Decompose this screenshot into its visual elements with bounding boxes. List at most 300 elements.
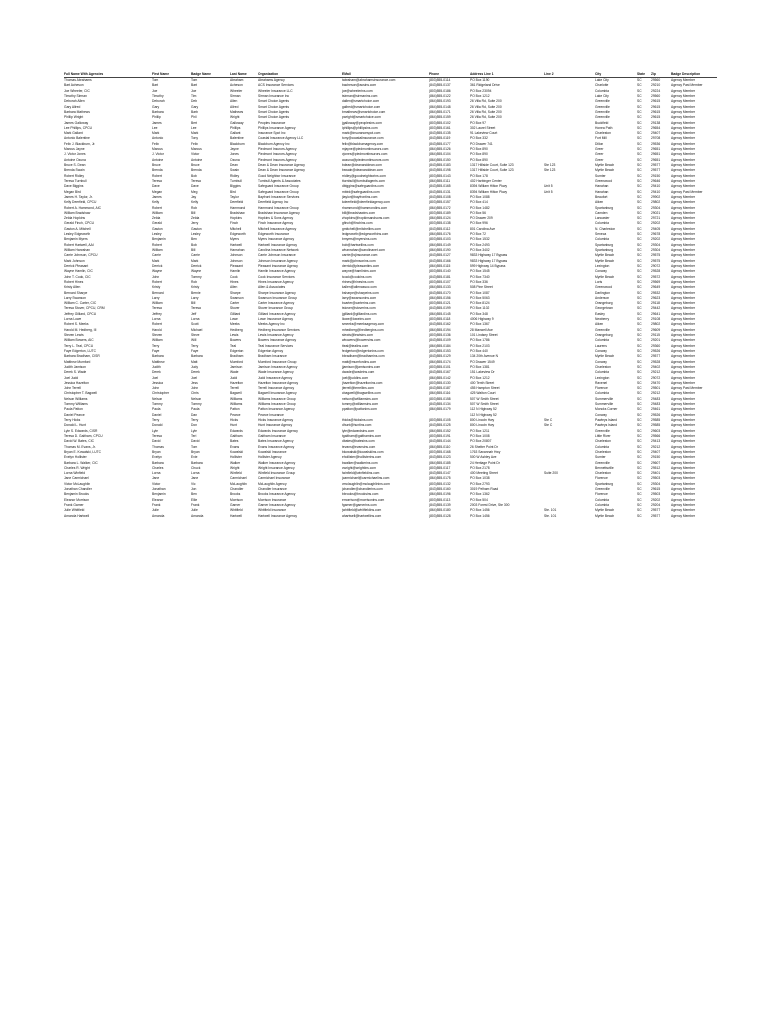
table-cell: Agency Member [671,407,696,412]
table-cell: wbowers@bowersins.com [342,338,381,343]
table-cell: Gary [152,104,160,109]
table-cell: Florence [595,476,608,481]
table-cell: Agency Member [671,449,696,454]
table-cell: tommy@williamsins.com [342,402,379,407]
table-cell: Benjamin Myers [64,237,88,242]
table-cell: (843)555-0125 [429,423,451,428]
table-cell: PO Box 504 [470,497,488,502]
table-cell: Smart Choice Agents [258,115,289,120]
table-cell: (843)555-0123 [429,455,451,460]
table-cell: Bruce [191,163,200,167]
table-cell: jchandler@chandlerins.com [342,487,383,492]
table-cell: SC [637,242,642,247]
table-cell: 29503 [651,492,661,497]
table-cell: Agency Member [671,115,696,120]
table-cell: 400 Meeting Street [470,471,498,476]
table-cell: 4006 Highway 9 [470,317,494,322]
table-cell: kallen@allenassoc.com [342,285,377,290]
table-cell: PO Box 1212 [470,375,490,380]
table-cell: SC [637,364,642,369]
table-cell: PO Box 1381 [470,364,490,369]
table-cell: Carmichael Insurance [258,476,291,481]
table-cell: bdean@deananddean.com [342,163,382,167]
table-cell: PO Box 2103 [470,343,490,348]
table-cell: Teri [191,433,197,438]
table-cell: Biggins [230,184,241,189]
table-cell: Chuck [191,465,201,470]
table-cell: Agency Member [671,311,696,316]
table-cell: SC [637,163,642,167]
table-cell: SC [637,157,642,162]
table-cell: Agency Member [671,460,696,465]
table-cell: Lorna [191,317,200,322]
table-cell: SC [637,423,642,428]
table-cell: Sharpe [230,290,241,295]
table-cell: 29118 [651,301,660,306]
table-cell: (864)555-0190 [429,248,451,252]
table-cell: Lorna Lowe [64,317,82,322]
table-cell: Eleanor [152,497,164,502]
table-cell: rridley@goodneighborins.com [342,173,386,178]
table-cell: SC [637,317,642,322]
table-cell: Jonathan [152,487,166,492]
table-cell: SC [637,476,642,481]
table-cell: Agency Member [671,120,696,125]
table-cell: 29560 [651,78,661,82]
table-cell: Hedberg Insurance Services [258,327,300,332]
table-cell: Stover [230,306,240,311]
table-cell: 29615 [651,115,661,120]
table-cell: Bart [152,83,159,88]
column-header: Line 2 [544,71,595,78]
table-cell: 500 W Ashley Ave [470,455,497,460]
table-cell: Aiken [595,200,604,205]
table-cell: Lee Phillips, CPCU [64,125,93,130]
table-cell: Barbara Mathews [64,109,90,114]
table-cell: 26 Villa Rd, Suite 200 [470,109,502,114]
table-cell: gallred@smartchoice.com [342,104,381,109]
table-cell: Bradham [230,354,244,359]
table-cell: 29501 [651,386,661,391]
table-cell: Agency Member [671,391,696,396]
table-cell: Kowalski Insurance [258,449,287,454]
table-cell: 29407 [651,131,661,136]
table-cell: Bart Acheson [64,83,84,88]
table-cell: Aiken [595,322,604,327]
table-cell: Taylor [230,194,239,199]
table-cell: (803)555-0103 [429,237,451,242]
table-cell: smeeks@meeksagency.com [342,322,384,327]
table-cell: Charles R. Wright [64,465,90,470]
table-cell: 361 Ridgeland Drive [470,83,500,88]
table-cell: (803)555-0143 [429,173,451,178]
table-cell: Lorna [152,471,161,476]
table-cell: SC [637,83,642,88]
table-cell: Williams [230,396,243,401]
table-cell: 29304 [651,248,661,252]
table-cell: Julie [152,508,159,513]
table-cell: mark@insurancespot.com [342,131,381,136]
table-cell: mbird@safeguardins.com [342,189,380,194]
table-cell: Benjamin [152,237,166,242]
table-cell: Agency Member [671,125,696,130]
table-cell: (803)555-0105 [429,418,451,422]
table-cell: PO Box 1212 [470,93,490,98]
table-cell: William Bradshaw [64,210,91,215]
table-cell: 29575 [651,253,661,258]
table-cell: Steven Lewis [64,333,84,337]
table-cell: Steven [152,333,163,337]
table-cell: 28 Maxwell Ave [470,327,493,332]
column-header: EMail [342,71,429,78]
table-cell: Daniel [152,412,162,417]
table-cell: Hunt Insurance Agency [258,423,293,428]
table-cell: Larry [152,295,160,300]
table-cell: Gaitham [230,433,243,438]
table-cell: (803)555-0118 [429,317,451,322]
table-cell: Tommy [191,274,202,279]
table-cell: 29021 [651,210,661,215]
table-cell: (864)555-0149 [429,242,451,247]
table-cell: Robert Ridley [64,173,84,178]
table-cell: SC [637,184,642,189]
table-cell: Frank [191,503,200,507]
table-cell: 26 Villa Rd, Suite 200 [470,99,502,104]
table-cell: Camden [595,210,608,215]
table-cell: Winfield [230,471,242,476]
table-cell: Johnson [230,258,243,263]
table-cell: Timothy Sirman [64,93,87,98]
table-cell: McLaughlin Agency [258,481,287,486]
table-cell: Jones [230,152,239,157]
table-cell: Hanahan [595,184,609,189]
table-cell: tevans@evansins.com [342,444,376,449]
table-cell: Edwards Insurance Agency [258,428,298,433]
table-cell: (864)555-0171 [429,109,451,114]
table-cell: tsirman@sirmanins.com [342,93,378,98]
table-cell: Teresa D. Gaitham, CPCU [64,433,103,438]
table-cell: Myrtle Beach [595,274,615,279]
table-cell: Derek S. Wade [64,370,87,375]
table-cell: dwade@wadeins.com [342,370,375,375]
table-cell: ahartwell@hartwellins.com [342,513,382,518]
table-cell: Nelson [191,396,202,401]
table-cell: Whitfield Insurance [258,508,287,513]
table-cell: 29577 [651,354,661,359]
table-cell: 29204 [651,503,661,507]
table-cell: Robert [152,173,162,178]
table-cell: 29407 [651,449,661,454]
table-cell: Agency Member [671,274,696,279]
table-cell: (843)555-0160 [429,487,451,492]
table-cell: Derrick Pleasant [64,263,89,268]
table-cell: Bill [191,301,196,306]
table-cell: SC [637,205,642,210]
table-cell: Harold M. Hedberg, III [64,327,97,332]
table-cell: Agency Member [671,492,696,497]
table-cell: Spartanburg [595,205,614,210]
table-cell: PO Box 1367 [470,322,490,327]
table-cell: Kristy Allen [64,285,81,290]
table-cell: SC [637,253,642,258]
table-cell: PO Box 97 [470,120,486,125]
table-cell: SC [637,237,642,242]
table-cell: 29569 [651,279,661,284]
table-cell: Barb [191,109,198,114]
column-header: State [637,71,651,78]
table-cell: Agency Member [671,513,696,518]
table-cell: (864)555-0180 [429,508,451,513]
table-cell: 29615 [651,104,661,109]
table-cell: Sharpe Insurance Agency [258,290,296,295]
table-cell: Hamlin [230,269,241,274]
table-cell: 800 Lincoln Hwy [470,423,495,428]
table-cell: Joe [191,88,197,93]
table-cell: Ste C [544,418,553,422]
table-cell: mhedberg@hedbergins.com [342,327,384,332]
member-table [64,71,717,519]
table-cell: 134 20th Avenue N [470,354,498,359]
table-cell: (864)555-0172 [429,205,451,210]
table-cell: Bradshaw [230,210,245,215]
table-cell: Tim [191,93,197,98]
table-cell: Columbia [595,237,609,242]
table-cell: PO Box 996 [470,221,488,226]
table-cell: Agency Member [671,279,696,284]
table-cell: Meeks [230,322,240,327]
table-cell: (864)555-0185 [429,460,451,465]
table-cell: Jess [191,380,198,385]
table-cell: (803)555-0101 [429,364,451,369]
table-cell: Agency Member [671,258,696,263]
table-cell: (864)555-0179 [429,407,451,412]
table-cell: 29532 [651,290,661,295]
table-cell: SC [637,279,642,284]
table-cell: SC [637,109,642,114]
table-cell: PO Drawer 741 [470,141,493,146]
table-cell: Myrtle Beach [595,508,615,513]
table-cell: Lake City [595,93,609,98]
table-cell: Honea Path [595,125,613,130]
table-cell: Agency Member [671,157,696,162]
table-cell: 29526 [651,412,661,417]
table-cell: Agency Member [671,173,696,178]
table-cell: SC [637,258,642,263]
table-cell: Teresa Turnbull [64,178,87,183]
table-cell: 29526 [651,348,661,353]
table-cell: SC [637,136,642,141]
table-cell: SC [637,210,642,215]
table-cell: Bernie [191,290,201,295]
table-cell: SC [637,380,642,385]
table-cell: Agency Member [671,487,696,492]
table-cell: felix@blackburnagency.com [342,141,384,146]
table-cell: Thomas M. Evans, Jr. [64,444,96,449]
table-cell: Larry [191,295,199,300]
table-cell: Zelda [191,216,200,221]
table-cell: David [152,439,161,444]
table-cell: Myrtle Beach [595,253,615,258]
table-cell: Turnbull Agents & Associates [258,178,301,183]
table-cell: Lyle [152,428,158,433]
table-cell: tony@coastalinsurance.com [342,136,384,141]
table-cell: bmyers@myersins.com [342,237,377,242]
table-cell: Matthew Mumford [64,359,91,364]
table-cell: larry@swansonins.com [342,295,377,300]
table-cell: Agency Member [671,423,696,428]
table-cell: Hazelton [230,380,244,385]
table-cell: tturnbull@turnbullagents.com [342,178,385,183]
table-cell: Teal Insurance Services [258,343,294,348]
table-cell: Teresa [152,433,162,438]
table-cell: Lesley [191,232,201,237]
table-cell: (843)555-0183 [429,163,451,167]
table-cell: SC [637,311,642,316]
table-cell: Edgerton Agency [258,348,284,353]
table-cell: Hedberg [230,327,243,332]
table-cell: Dave [152,184,160,189]
table-cell: Williams Insurance Group [258,402,296,407]
table-cell: Benjamin Brooks [64,492,89,497]
table-cell: Jane [152,476,160,481]
table-cell: Agency Member [671,476,696,481]
table-cell: Terry Hicks [64,418,81,422]
table-cell: Gilliard Insurance Agency [258,311,296,316]
table-cell: Sumter [595,173,606,178]
column-header: City [595,71,637,78]
table-cell: SC [637,194,642,199]
table-cell: Jon [191,487,197,492]
table-cell: Amanda [152,513,165,518]
table-cell: Jamison [230,364,243,369]
table-cell: Wheeler [230,88,243,93]
table-cell: (864)555-0193 [429,99,451,104]
table-cell: Abrahams Agency [258,78,285,82]
table-cell: 29536 [651,141,661,146]
table-cell: Hammond Insurance Group [258,205,299,210]
table-cell: Winfield Insurance Group [258,471,296,476]
table-cell: (803)555-0186 [429,88,451,93]
table-cell: Gerald [152,221,162,226]
table-cell: Ste 123 [544,168,556,173]
table-cell: Antoine Ozuna [64,157,86,162]
table-cell: Wright Insurance Agency [258,465,295,470]
table-cell: Bruce [152,163,161,167]
table-cell: SC [637,327,642,332]
table-cell: Agency Member [671,152,696,157]
table-cell: gfinch@finchins.com [342,221,373,226]
table-cell: Terrell Insurance Agency [258,386,295,391]
table-cell: Agency Member [671,226,696,231]
table-cell: Carter Insurance Agency [258,301,295,306]
table-cell: SC [637,460,642,465]
table-cell: SC [637,290,642,295]
table-cell: Greenville [595,99,610,104]
table-cell: (803)555-0138 [429,221,451,226]
table-cell: Agency Member [671,109,696,114]
table-cell: (864)555-0150 [429,157,451,162]
table-cell: Hopkins [230,216,242,221]
table-cell: (803)555-0161 [429,125,451,130]
table-cell: Mitchell [230,226,242,231]
table-cell: Kristy [191,285,200,290]
table-cell: SC [637,391,642,396]
table-cell: Faye [191,348,199,353]
table-cell: William [152,210,163,215]
table-cell: SC [637,396,642,401]
table-cell: James Galloway [64,120,89,125]
table-cell: Lancaster [595,216,610,221]
table-cell: Gaston [191,226,202,231]
table-cell: slewis@lewisins.com [342,333,374,337]
table-cell: Agency Member [671,194,696,199]
table-cell: Agency Member [671,396,696,401]
table-cell: Teresa [152,178,162,183]
table-cell: aozuna@piedmontinsurors.com [342,157,389,162]
table-cell: bsharpe@sharpeins.com [342,290,379,295]
table-cell: mjayne@piedmontinsurors.com [342,147,389,152]
table-cell: SC [637,285,642,290]
table-cell: zhopkins@hopkinsandsons.com [342,216,390,221]
table-cell: SC [637,492,642,497]
table-cell: 29442 [651,306,661,311]
table-cell: Agency Member [671,380,696,385]
table-cell: Florence [595,492,608,497]
table-cell: (864)555-0110 [429,444,451,449]
column-header: Organization [258,71,342,78]
table-cell: 29654 [651,125,661,130]
table-cell: Agency Member [671,364,696,369]
table-cell: PO Box 1545 [470,269,490,274]
table-cell: Lake City [595,78,609,82]
table-cell: Donald L. Hunt [64,423,86,428]
table-cell: Little River [595,433,611,438]
table-cell: Hollister [230,455,242,460]
table-cell: Lesley [152,232,162,237]
table-cell: 29802 [651,322,661,327]
table-cell: PO Box 1088 [470,194,490,199]
table-cell: SC [637,333,642,337]
table-cell: 29802 [651,200,661,205]
table-cell: McLaughlin [230,481,247,486]
table-cell: Robert [152,205,162,210]
table-cell: Piedmont Insurors Agency [258,147,297,152]
table-cell: Robert [152,322,162,327]
table-cell: SC [637,412,642,417]
table-cell: Greenville [595,428,610,433]
table-cell: cbagwell@bagwellins.com [342,391,381,396]
table-cell: Kelly Deerfield, CPCU [64,200,97,205]
table-cell: Sirman Insurance Inc [258,93,290,98]
table-cell: Terry [191,343,199,348]
table-cell: PO Box 1532 [470,237,490,242]
table-cell: Lyle [191,428,197,433]
table-cell: (864)555-0159 [429,115,451,120]
table-cell: SC [637,301,642,306]
table-cell: Bruce S. Dean [64,163,86,167]
table-cell: Bowers Insurance Agency [258,338,297,343]
table-cell: PO Box 7340 [470,274,490,279]
table-cell: Hanahan [595,189,609,194]
table-cell: Hanrahan [230,248,245,252]
table-cell: Lorna [152,317,161,322]
table-cell: SC [637,407,642,412]
table-cell: PO Box 1456 [470,513,490,518]
table-cell: 29651 [651,157,661,162]
table-cell: Whitfield [230,508,243,513]
table-cell: Safeguard Insurance Group [258,184,299,189]
table-cell: dbates@batesins.com [342,439,375,444]
